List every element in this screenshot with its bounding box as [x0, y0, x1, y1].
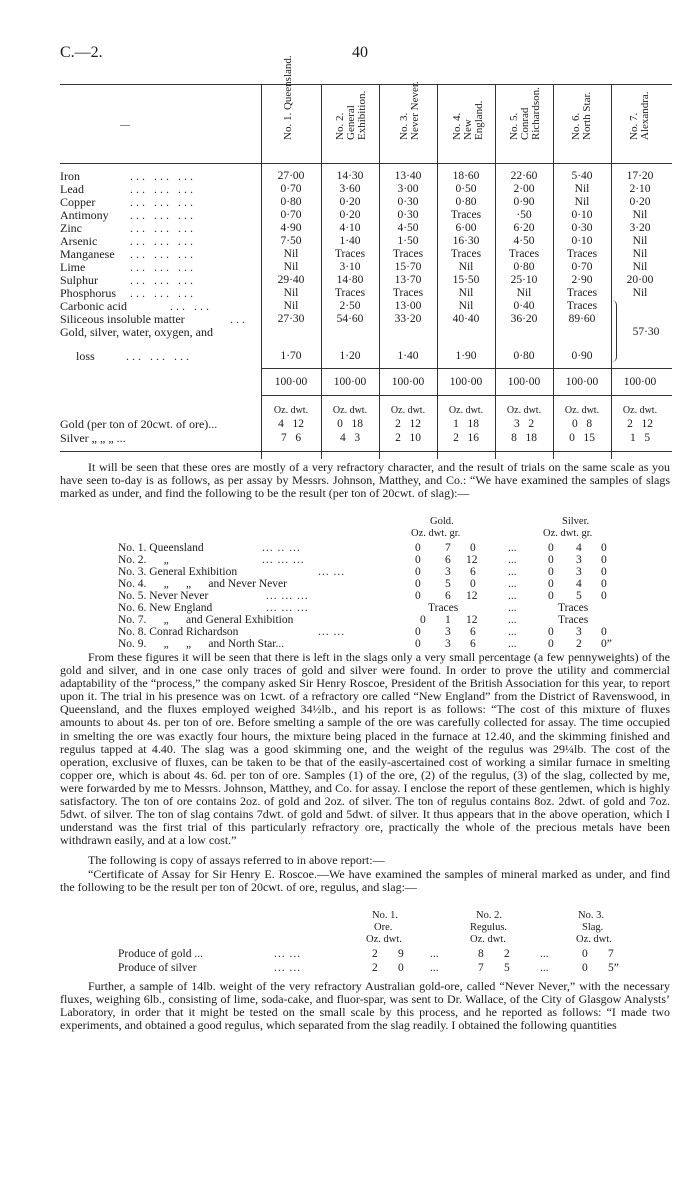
table-bottom-rule: [60, 451, 672, 452]
column-heading-6b: North Star.: [581, 91, 593, 140]
bracket-value: 57·30: [632, 326, 660, 338]
column-heading-3: No. 3.: [398, 112, 410, 140]
page-number: 40: [352, 44, 368, 61]
column-heading-1: No. 1. Queensland.: [282, 55, 294, 140]
column-heading-2b: General: [345, 105, 357, 140]
paragraph-roscoe-report: From these figures it will be seen that there is left in the slags only a very small percentage (a few pennyweights) of the gold and silver, and in one case only traces of gold and silver were found. In order to prove the utility and commercial adaptability of the “process,” the company asked Sir Henry Roscoe, President of the British Association for this year, to report upon it. The trial in his presence was on 1cwt. of a refractory ore called “New England” from the District of Ravenswood, in Queensland, and the fluxes employed weighed 34½lb., and his report is as follows: “The cost of this mixture of fluxes amounts to about 4s. per ton of ore. Before smelting a sample of the ore was carefully collected for assay. The time occupied in smelting the ore was exactly four hours, the mixture being placed in the furnace at 12.40, and the skimming finished and regulus tapped at 4.40. The slag was a good skimming one, and the weight of the regulus was 29¼lb. The cost of the operation, exclusive of fluxes, can be taken to be that of the easily-ascertained cost of working a similar furnace in smelting copper ore, which is about 4s. 6d. per ton of ore. Samples (1) of the ore, (2) of the regulus, (3) of the slag, collected by me, were forwarded by me to Messrs. Johnson, Matthey, and Co. for assay. I enclose the report of these gentlemen, which is highly satisfactory. The ton of ore contains 2oz. of gold and 2oz. of silver. The ton of regulus contains 8oz. 2dwt. of gold and 7oz. 5dwt. of silver. The ton of slag contains 7dwt. of gold and 5dwt. of silver. It thus appears that in the above operation, which I understand was the first trial of this particularly refractory ore, practically the whole of the precious metals have been withdrawn easily, and at a low cost.”: [60, 650, 670, 848]
column-heading-7b: Alexandra.: [639, 91, 651, 140]
column-heading-5: No. 5.: [508, 112, 520, 140]
table-header-rule: [60, 163, 672, 164]
totals-rule: [261, 368, 672, 369]
paragraph-wallace: Further, a sample of 14lb. weight of the very refractory Australian gold-ore, called “Never Never,” with the necessary fluxes, weighing 6lb., consisting of lime, soda-cake, and fluor-spar, was sent to Dr. Wallace, of the City of Glasgow Analysts’ Laboratory, in order that it might be tested on the small scale by this process, and he reported as follows: “I made two experiments, and obtained a good regulus, which separated from the slag readily. I obtained the following quantities: [60, 979, 670, 1033]
column-heading-2: No. 2.: [334, 112, 346, 140]
paragraph-assay-intro: The following is copy of assays referred to in above report:—: [88, 853, 385, 867]
column-heading-3b: Never Never.: [409, 81, 421, 140]
column-heading-4c: England.: [473, 100, 485, 140]
column-heading-4b: New: [462, 119, 474, 140]
paragraph-intro: It will be seen that these ores are mostly of a very refractory character, and the result of trials on the same scale as you have seen to-day is as follows, as per assay by Messrs. Johnson, Matthey, and Co.: “We have examined the samples of slags marked as under, and find the following to be the result (per ton of 20cwt. of slag):—: [60, 460, 670, 501]
column-heading-2c: Exhibition.: [356, 90, 368, 140]
table-top-rule: [60, 84, 672, 85]
column-heading-4: No. 4.: [451, 112, 463, 140]
column-blank-marker: —: [120, 120, 130, 131]
document-reference: C.—2.: [60, 44, 103, 61]
totals-bottom-rule: [261, 395, 672, 396]
column-heading-7: No. 7.: [628, 112, 640, 140]
paragraph-certificate: “Certificate of Assay for Sir Henry E. Roscoe.—We have examined the samples of mineral marked as under, and find the following to be the result per ton of 20cwt. of ore, regulus, and slag:—: [60, 867, 670, 895]
column-heading-5b: Conrad: [519, 107, 531, 140]
column-heading-5c: Richardson.: [530, 87, 542, 140]
column-heading-6: No. 6.: [570, 112, 582, 140]
